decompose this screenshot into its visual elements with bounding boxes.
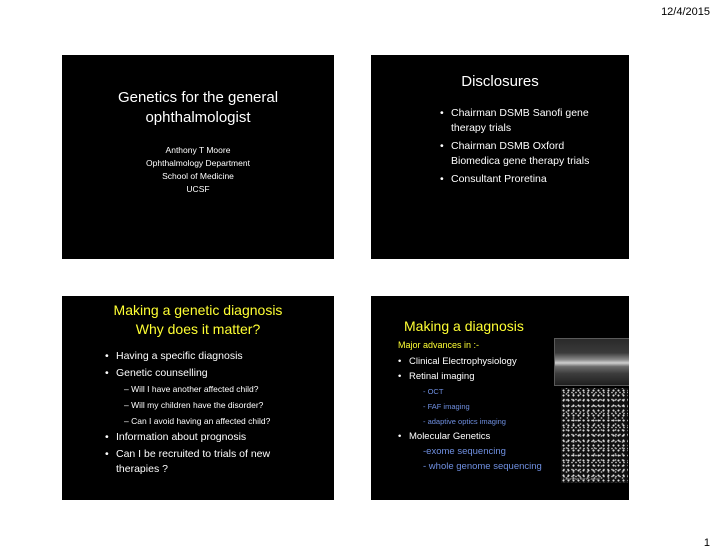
- imaging-sub-item: - adaptive optics imaging: [423, 417, 506, 426]
- bullet-icon: •: [440, 173, 444, 185]
- making-diagnosis-title: Making a diagnosis: [404, 318, 524, 334]
- disclosures-title: Disclosures: [461, 73, 539, 90]
- imaging-sub-item: - FAF imaging: [423, 402, 470, 411]
- bullet-icon: •: [105, 367, 109, 379]
- author-school: School of Medicine: [162, 171, 234, 181]
- list-item: • Having a specific diagnosis: [105, 350, 243, 362]
- header-date: 12/4/2015: [661, 6, 710, 18]
- bullet-icon: •: [105, 350, 109, 362]
- list-item: • Information about prognosis: [105, 431, 247, 443]
- bullet-icon: •: [398, 371, 402, 382]
- list-item: • Clinical Electrophysiology: [398, 356, 517, 367]
- sub-item: – Will my children have the disorder?: [124, 400, 264, 410]
- slide-title: [62, 55, 334, 259]
- title-line-2: ophthalmologist: [145, 109, 251, 126]
- genetics-sub-item: - whole genome sequencing: [423, 461, 542, 472]
- list-item: • Can I be recruited to trials of new therapies ?: [105, 448, 271, 475]
- advances-list: [398, 354, 559, 474]
- bullet-icon: •: [105, 448, 109, 460]
- sub-item: – Can I avoid having an affected child?: [124, 416, 271, 426]
- author-block: [62, 144, 334, 196]
- title-line-1: Making a genetic diagnosis: [113, 302, 283, 318]
- list-item: • Genetic counselling: [105, 367, 208, 379]
- title-line-1: Genetics for the general: [117, 89, 279, 106]
- slide-title-heading: [62, 88, 334, 128]
- list-item: • Chairman DSMB Oxford Biomedica gene therapy trials: [440, 140, 590, 167]
- slide-making-diagnosis: [371, 296, 629, 500]
- diagnosis-reasons-list: [105, 349, 331, 477]
- slide-disclosures: [371, 55, 629, 259]
- bullet-icon: •: [440, 140, 444, 152]
- list-item: • Consultant Proretina: [440, 173, 547, 185]
- bullet-icon: •: [398, 356, 402, 367]
- advances-intro: Major advances in :-: [398, 340, 480, 350]
- title-line-2: Why does it matter?: [135, 321, 261, 337]
- adaptive-optics-image: [561, 388, 628, 483]
- list-item: • Chairman DSMB Sanofi gene therapy trials: [440, 107, 589, 134]
- genetic-diagnosis-title: [62, 301, 334, 339]
- bullet-icon: •: [398, 431, 402, 442]
- sub-list-item: [116, 382, 331, 429]
- bullet-icon: •: [440, 107, 444, 119]
- bullet-icon: •: [105, 431, 109, 443]
- author-name: Anthony T Moore: [165, 145, 231, 155]
- imaging-sub-item: - OCT: [423, 387, 444, 396]
- genetics-sub-item: -exome sequencing: [423, 446, 506, 457]
- author-dept: Ophthalmology Department: [146, 158, 250, 168]
- disclosures-list: [440, 106, 626, 187]
- list-item: • Molecular Genetics: [398, 431, 491, 442]
- oct-scan-image: [554, 338, 629, 386]
- slide-genetic-diagnosis: [62, 296, 334, 500]
- author-inst: UCSF: [186, 184, 210, 194]
- image-caption: Courtesy Jon Carroll: [563, 476, 600, 481]
- page-number: 1: [703, 537, 710, 549]
- list-item: • Retinal imaging: [398, 371, 475, 382]
- sub-item: – Will I have another affected child?: [124, 384, 259, 394]
